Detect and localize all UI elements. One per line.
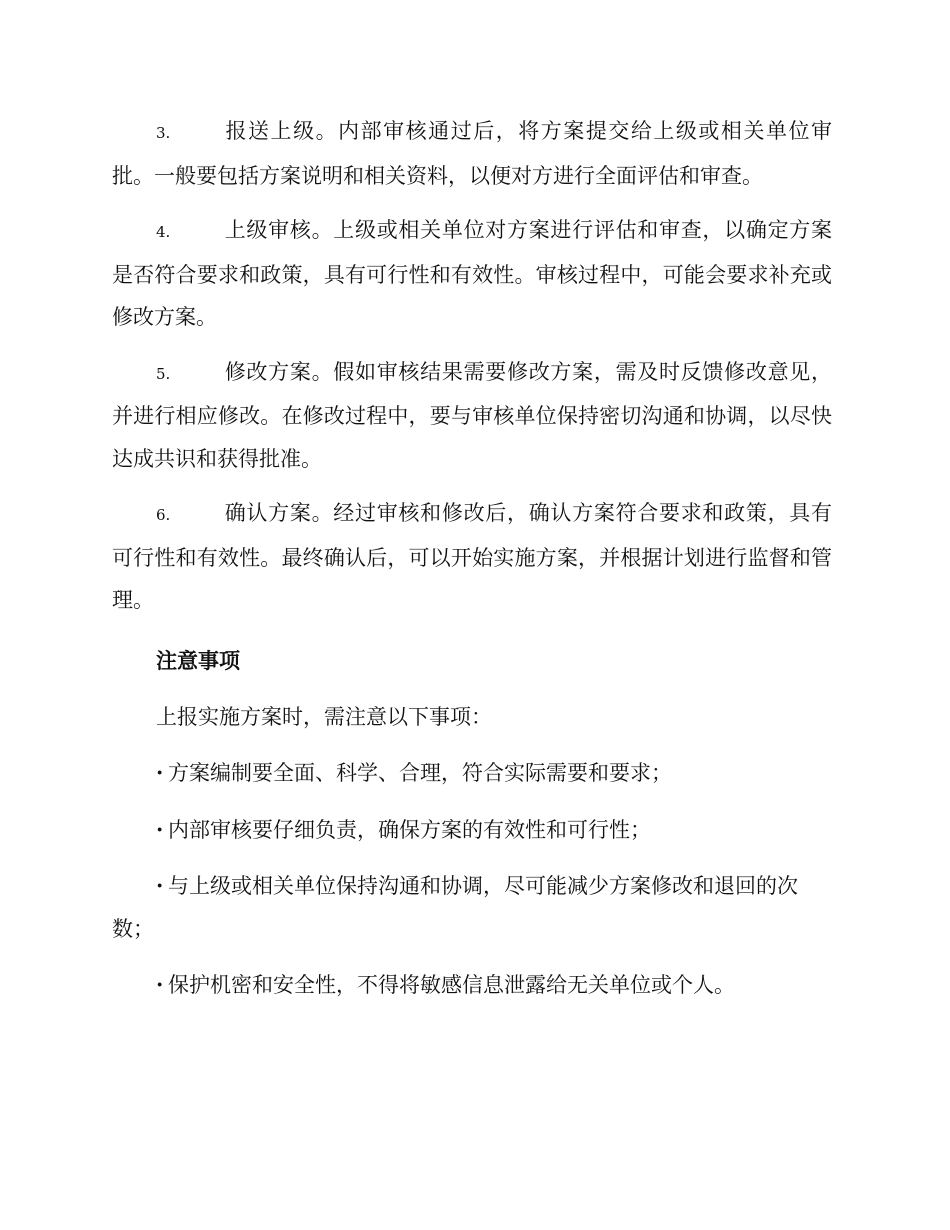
step-text: 上级审核。上级或相关单位对方案进行评估和审查，以确定方案是否符合要求和政策，具有可行性和有效性。审核过程中，可能会要求补充或修改方案。 [112,218,832,329]
bullet-icon: · [156,816,164,842]
step-number: 5. [156,364,171,383]
notes-intro: 上报实施方案时，需注意以下事项： [156,704,492,729]
list-item [112,809,832,852]
step-item-5 [112,351,832,481]
step-text: 修改方案。假如审核结果需要修改方案，需及时反馈修改意见，并进行相应修改。在修改过程中，要与审核单位保持密切沟通和协调，以尽快达成共识和获得批准。 [112,359,832,471]
document-body [112,110,832,1021]
bullet-icon: · [156,760,164,785]
notes-heading: 注意事项 [156,648,240,673]
list-item [112,964,832,1007]
list-item [112,865,832,950]
step-number: 4. [156,223,171,241]
bullet-icon: · [156,972,164,997]
list-item-text: 与上级或相关单位保持沟通和协调，尽可能减少方案修改和退回的次数； [112,874,798,941]
list-item-text: 内部审核要仔细负责，确保方案的有效性和可行性； [168,817,651,842]
step-number: 3. [156,124,171,142]
bullet-icon: · [156,873,164,898]
step-text: 报送上级。内部审核通过后，将方案提交给上级或相关单位审批。一般要包括方案说明和相关资料，以便对方进行全面评估和审查。 [112,119,832,188]
step-item-3 [112,110,832,197]
list-item-text: 保护机密和安全性，不得将敏感信息泄露给无关单位或个人。 [168,973,735,997]
step-item-4 [112,209,832,339]
step-text: 确认方案。经过审核和修改后，确认方案符合要求和政策，具有可行性和有效性。最终确认后，可以开始实施方案，并根据计划进行监督和管理。 [112,501,832,612]
list-item-text: 方案编制要全面、科学、合理，符合实际需要和要求； [168,761,672,785]
step-item-6 [112,492,832,622]
list-item [112,752,832,795]
step-number: 6. [156,506,171,524]
